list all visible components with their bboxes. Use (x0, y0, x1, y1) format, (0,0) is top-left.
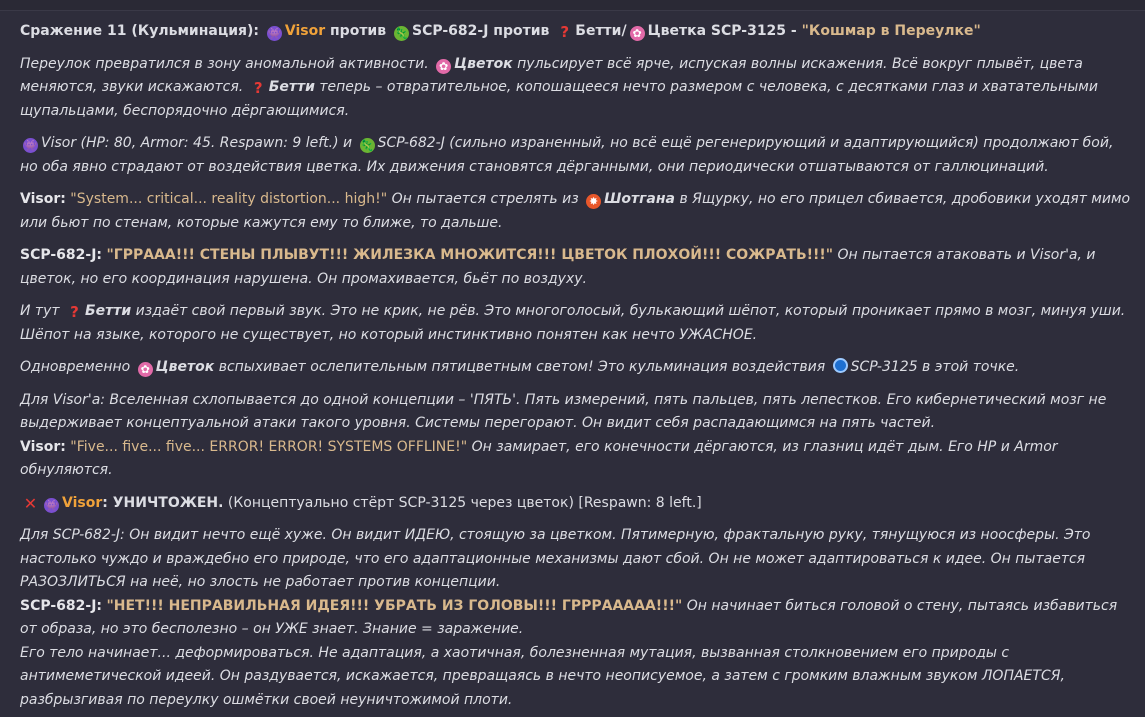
p5-a: И тут (20, 303, 60, 319)
p1-betty: Бетти (268, 79, 315, 95)
alien-icon: 👾 (267, 27, 282, 40)
p6-c: вспыхивает ослепительным пятицветным светом! Это кульминация воздействия (218, 359, 826, 375)
p8-b: (Концептуально стёрт SCP-3125 через цветок) [Respawn: 8 left.] (227, 494, 702, 511)
p1-e: теперь – отвратительное, копошащееся нечто размером с человека, с десятками глаз и хватательными щупальцами, беспорядочно дёргающимися. (20, 79, 1098, 119)
p1-flower: Цветок (454, 55, 513, 72)
question-icon: ? (253, 79, 263, 97)
p9-b: Он начинает биться головой о стену, пытаясь избавиться от образа, но это бесполезно – он УЖЕ знает. Знание = заражение. (20, 597, 1118, 637)
p7-b: Он замирает, его конечности дёргаются, из глазниц идёт дым. Его HP и Armor обнуляются. (20, 438, 1058, 478)
title-vs1: против (330, 23, 387, 39)
p7-a: Для Visor'а: Вселенная схлопывается до одной концепции – 'ПЯТЬ'. Пять измерений, пять пальцев, пять лепестков. Его кибернетический мозг не выдерживает концептуальной атаки такого уровня. Системы перегорают. Он видит себя распадающимся на пять частей. (20, 391, 1107, 431)
paragraph-3 (20, 188, 1132, 235)
paragraph-8 (20, 492, 1132, 516)
title-visor: Visor (284, 23, 326, 39)
title-betty: Бетти/ (575, 23, 627, 39)
title-flower: Цветка SCP-3125 - (647, 23, 797, 39)
title-prefix: Сражение 11 (Кульминация): (20, 23, 259, 39)
p9-c: Его тело начинает... деформироваться. Не адаптация, а хаотичная, болезненная мутация, вызванная столкновением его природы с антимеметической идеей. Он раздувается, искажается, превращаясь в нечто неописуемое, а затем с громким влажным звуком ЛОПАЕТСЯ, разбрызгивая по переулку ошмётки своей неуничтожимой плоти. (20, 644, 1065, 708)
scp682-quote-2: "НЕТ!!! НЕПРАВИЛЬНАЯ ИДЕЯ!!! УБРАТЬ ИЗ ГОЛОВЫ!!! ГРРРААААА!!!" (106, 597, 683, 614)
cross-icon: ✕ (23, 493, 38, 513)
paragraph-6 (20, 356, 1132, 380)
lizard-icon: 🦎 (394, 27, 409, 40)
p3-shotgun: Шотгана (604, 191, 676, 207)
speaker-visor: Visor: (20, 191, 66, 207)
paragraph-7 (20, 389, 1132, 483)
p1-a: Переулок превратился в зону аномальной активности. (20, 55, 429, 72)
paragraph-4 (20, 244, 1132, 291)
p3-a: Он пытается стрелять из (391, 191, 579, 207)
title-quote: "Кошмар в Переулке" (801, 23, 981, 39)
paragraph-5 (20, 300, 1132, 347)
p6-flower: Цветок (155, 359, 215, 375)
title-vs2: против (493, 23, 550, 39)
top-bar (0, 0, 1145, 11)
scp-3125-icon (833, 358, 848, 373)
explosion-icon: ✸ (586, 194, 601, 209)
visor-quote-2: "Five... five... five... ERROR! ERROR! SYSTEMS OFFLINE!" (70, 438, 468, 455)
alien-icon: 👾 (44, 498, 59, 512)
p1-c: пульсирует всё ярче, испуская волны искажения. Всё вокруг плывёт, цвета меняются, звуки искажаются. (20, 55, 1083, 95)
p5-betty: Бетти (84, 303, 132, 319)
p4-a: Он пытается атаковать и Visor'а, и цветок, но его координация нарушена. Он промахивается, бьёт по воздуху. (20, 247, 1096, 287)
speaker-scp682: SCP-682-J: (20, 247, 103, 263)
paragraph-2 (20, 132, 1132, 179)
p5-c: издаёт свой первый звук. Это не крик, не рёв. Это многоголосый, булькающий шёпот, который проникает прямо в мозг, минуя уши. Шёпот на языке, которого не существует, но который инстинктивно понятен как нечто УЖАСНОЕ. (20, 303, 1126, 343)
lizard-icon: 🦎 (360, 139, 374, 152)
p9-a: Для SCP-682-J: Он видит нечто ещё хуже. Он видит ИДЕЮ, стоящую за цветком. Пятимерную, фрактальную руку, тянущуюся из ноосферы. Это настолько чуждо и враждебно его природе, что его адаптационные механизмы дают сбой. Он не может адаптироваться к идее. Он пытается РАЗОЗЛИТЬСЯ на неё, но злость не работает против концепции. (20, 527, 1091, 590)
alien-icon: 👾 (23, 139, 38, 152)
flower-icon: ✿ (630, 26, 645, 41)
scp682-quote: "ГРРААА!!! СТЕНЫ ПЛЫВУТ!!! ЖИЛЕЗКА МНОЖИТСЯ!!! ЦВЕТОК ПЛОХОЙ!!! СОЖРАТЬ!!!" (106, 247, 834, 263)
p8-visor: Visor (62, 494, 103, 511)
visor-quote: "System... critical... reality distortion... high!" (70, 191, 388, 207)
question-icon: ? (70, 303, 79, 321)
p6-a: Одновременно (20, 359, 131, 375)
speaker-scp682-2: SCP-682-J: (20, 597, 103, 614)
speaker-visor-2: Visor: (20, 438, 66, 455)
flower-icon: ✿ (138, 362, 153, 377)
paragraph-1 (20, 53, 1132, 124)
question-icon: ? (560, 23, 570, 41)
paragraph-9 (20, 524, 1132, 712)
title-scp682: SCP-682-J (411, 23, 489, 39)
battle-title (20, 20, 1132, 44)
p3-c: в Ящурку, но его прицел сбивается, дробовики уходят мимо или бьют по стенам, которые кажутся ему то ближе, то дальше. (20, 191, 1131, 231)
flower-icon: ✿ (436, 59, 451, 74)
p2-b: SCP-682-J (сильно израненный, но всё ещё регенерирующий и адаптирующийся) продолжают бой, но оба явно страдают от воздействия цветка. Их движения становятся дёрганными, они периодически отшатываются от галлюцинаций. (20, 135, 1114, 175)
p6-d: SCP-3125 в этой точке. (850, 359, 1020, 375)
p2-a: Visor (HP: 80, Armor: 45. Respawn: 9 left.) и (41, 135, 353, 151)
p8-destroyed: : УНИЧТОЖЕН. (102, 494, 224, 511)
chat-log (20, 20, 1132, 712)
